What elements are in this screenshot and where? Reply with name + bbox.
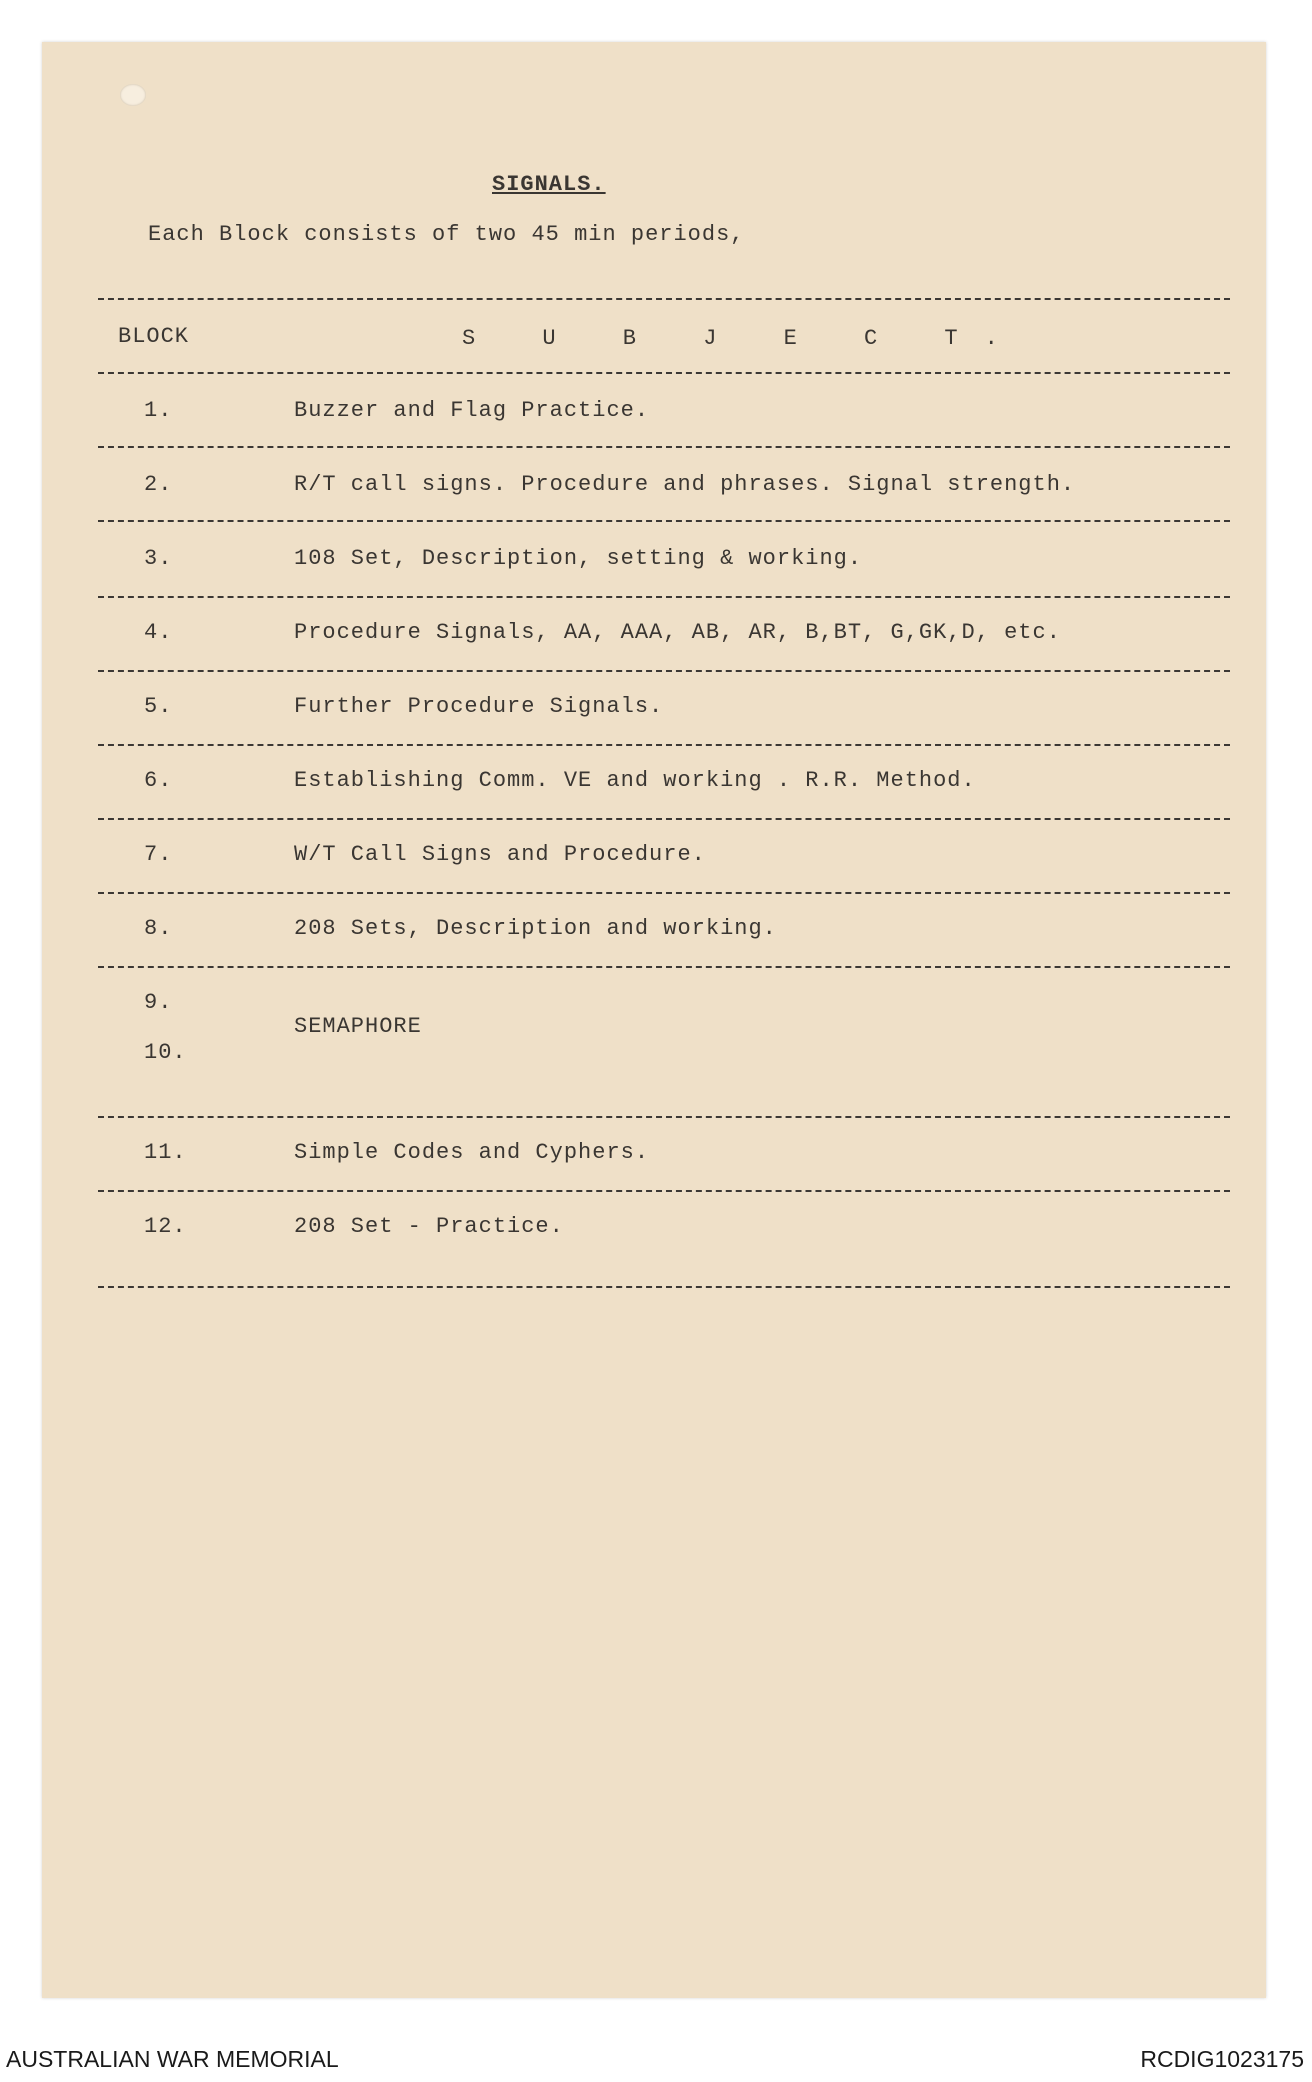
row-6-block: 6. [144, 768, 173, 793]
document-title: SIGNALS. [492, 172, 606, 197]
footer-record-id: RCDIG1023175 [1140, 2046, 1304, 2072]
table-rule [98, 670, 1230, 672]
row-12-subject: 208 Set - Practice. [294, 1214, 564, 1239]
row-7-subject: W/T Call Signs and Procedure. [294, 842, 706, 867]
table-rule [98, 892, 1230, 894]
row-2-block: 2. [144, 472, 173, 497]
punch-hole [120, 84, 146, 106]
row-5-block: 5. [144, 694, 173, 719]
table-rule [98, 446, 1230, 448]
table-rule [98, 298, 1230, 300]
header-block: BLOCK [118, 324, 190, 349]
header-subject: S U B J E C T. [462, 326, 1025, 351]
table-rule [98, 966, 1230, 968]
row-1-block: 1. [144, 398, 173, 423]
row-11-subject: Simple Codes and Cyphers. [294, 1140, 650, 1165]
row-12-block: 12. [144, 1214, 187, 1239]
footer-archive-name: AUSTRALIAN WAR MEMORIAL [6, 2046, 339, 2072]
row-3-block: 3. [144, 546, 173, 571]
row-9-block: 9. [144, 990, 173, 1015]
row-5-subject: Further Procedure Signals. [294, 694, 664, 719]
row-8-subject: 208 Sets, Description and working. [294, 916, 777, 941]
table-rule [98, 1116, 1230, 1118]
row-7-block: 7. [144, 842, 173, 867]
table-rule [98, 520, 1230, 522]
row-4-subject: Procedure Signals, AA, AAA, AB, AR, B,BT, G,GK,D, etc. [294, 620, 1061, 645]
document-page [42, 42, 1266, 1998]
table-rule [98, 372, 1230, 374]
table-rule [98, 1190, 1230, 1192]
row-8-block: 8. [144, 916, 173, 941]
row-2-subject: R/T call signs. Procedure and phrases. Signal strength. [294, 472, 1076, 497]
row-1-subject: Buzzer and Flag Practice. [294, 398, 650, 423]
table-rule [98, 1286, 1230, 1288]
table-rule [98, 596, 1230, 598]
row-4-block: 4. [144, 620, 173, 645]
row-3-subject: 108 Set, Description, setting & working. [294, 546, 863, 571]
row-10-block: 10. [144, 1040, 187, 1065]
intro-text: Each Block consists of two 45 min periods, [148, 222, 745, 247]
row-10-subject: SEMAPHORE [294, 1014, 422, 1039]
row-11-block: 11. [144, 1140, 187, 1165]
table-rule [98, 744, 1230, 746]
row-6-subject: Establishing Comm. VE and working . R.R. Method. [294, 768, 976, 793]
table-rule [98, 818, 1230, 820]
